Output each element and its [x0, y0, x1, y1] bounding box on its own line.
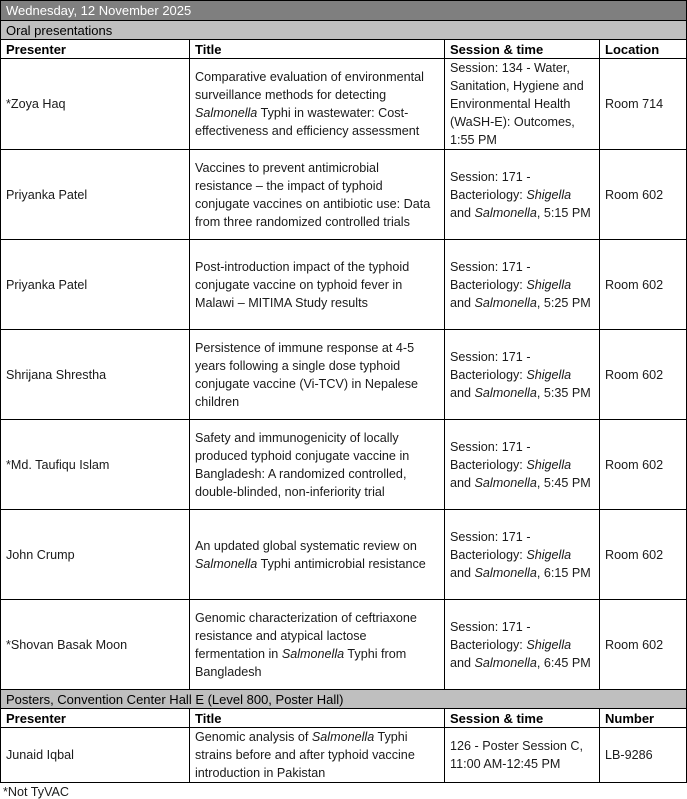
posters-section-title: Posters, Convention Center Hall E (Level 800, Poster Hall) — [1, 690, 687, 709]
title-cell: Genomic analysis of Salmonella Typhi strains before and after typhoid vaccine introduction in Pakistan — [190, 728, 445, 783]
session-cell: Session: 171 - Bacteriology: Shigella and Salmonella, 5:15 PM — [445, 150, 600, 240]
title-cell: Persistence of immune response at 4-5 years following a single dose typhoid conjugate vaccine (Vi-TCV) in Nepalese children — [190, 330, 445, 420]
title-cell: Vaccines to prevent antimicrobial resistance – the impact of typhoid conjugate vaccines on antibiotic use: Data from three randomized controlled trials — [190, 150, 445, 240]
oral-column-headers — [1, 40, 687, 59]
table-row — [1, 600, 687, 690]
posters-section-row — [1, 690, 687, 709]
table-row — [1, 728, 687, 783]
table-row — [1, 150, 687, 240]
table-row — [1, 420, 687, 510]
presenter-cell: Priyanka Patel — [1, 240, 190, 330]
presenter-cell: *Md. Taufiqu Islam — [1, 420, 190, 510]
column-header-title: Title — [190, 40, 445, 59]
title-cell: An updated global systematic review on Salmonella Typhi antimicrobial resistance — [190, 510, 445, 600]
title-cell: Post-introduction impact of the typhoid conjugate vaccine on typhoid fever in Malawi – MITIMA Study results — [190, 240, 445, 330]
table-row — [1, 510, 687, 600]
column-header-title: Title — [190, 709, 445, 728]
column-header-number: Number — [600, 709, 687, 728]
session-cell: 126 - Poster Session C, 11:00 AM-12:45 PM — [445, 728, 600, 783]
location-cell: Room 714 — [600, 59, 687, 150]
title-cell: Genomic characterization of ceftriaxone resistance and atypical lactose fermentation in Salmonella Typhi from Bangladesh — [190, 600, 445, 690]
presenter-cell: *Shovan Basak Moon — [1, 600, 190, 690]
posters-column-headers — [1, 709, 687, 728]
location-cell: Room 602 — [600, 240, 687, 330]
oral-section-row — [1, 21, 687, 40]
footnote: *Not TyVAC — [3, 785, 70, 799]
location-cell: Room 602 — [600, 420, 687, 510]
presenter-cell: Priyanka Patel — [1, 150, 190, 240]
posters-body — [1, 728, 687, 783]
presenter-cell: *Zoya Haq — [1, 59, 190, 150]
session-cell: Session: 171 - Bacteriology: Shigella and Salmonella, 5:45 PM — [445, 420, 600, 510]
column-header-location: Location — [600, 40, 687, 59]
location-cell: Room 602 — [600, 150, 687, 240]
location-cell: Room 602 — [600, 600, 687, 690]
location-cell: Room 602 — [600, 510, 687, 600]
date-header: Wednesday, 12 November 2025 — [1, 1, 687, 21]
column-header-presenter: Presenter — [1, 709, 190, 728]
title-cell: Safety and immunogenicity of locally produced typhoid conjugate vaccine in Bangladesh: A randomized controlled, double-blinded, non-inferiority trial — [190, 420, 445, 510]
session-cell: Session: 171 - Bacteriology: Shigella and Salmonella, 6:15 PM — [445, 510, 600, 600]
session-cell: Session: 171 - Bacteriology: Shigella and Salmonella, 5:25 PM — [445, 240, 600, 330]
table-row — [1, 240, 687, 330]
number-cell: LB-9286 — [600, 728, 687, 783]
session-cell: Session: 171 - Bacteriology: Shigella and Salmonella, 6:45 PM — [445, 600, 600, 690]
presenter-cell: John Crump — [1, 510, 190, 600]
table-row — [1, 59, 687, 150]
table-row — [1, 330, 687, 420]
column-header-presenter: Presenter — [1, 40, 190, 59]
oral-presentations-body — [1, 59, 687, 690]
date-header-row — [1, 1, 687, 21]
presenter-cell: Shrijana Shrestha — [1, 330, 190, 420]
oral-section-title: Oral presentations — [1, 21, 687, 40]
location-cell: Room 602 — [600, 330, 687, 420]
session-cell: Session: 171 - Bacteriology: Shigella and Salmonella, 5:35 PM — [445, 330, 600, 420]
presenter-cell: Junaid Iqbal — [1, 728, 190, 783]
column-header-session: Session & time — [445, 709, 600, 728]
column-header-session: Session & time — [445, 40, 600, 59]
title-cell: Comparative evaluation of environmental surveillance methods for detecting Salmonella Typhi in wastewater: Cost-effectiveness and efficiency assessment — [190, 59, 445, 150]
session-cell: Session: 134 - Water, Sanitation, Hygiene and Environmental Health (WaSH-E): Outcomes, 1:55 PM — [445, 59, 600, 150]
